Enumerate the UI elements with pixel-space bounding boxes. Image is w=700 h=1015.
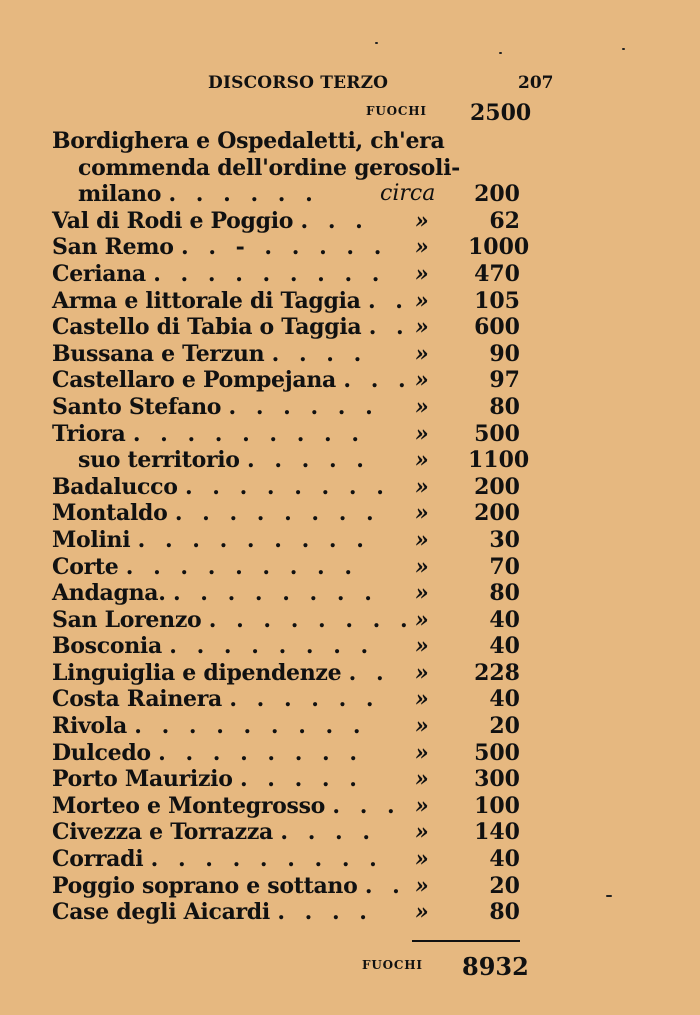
locality-name	[52, 899, 373, 925]
locality-name	[52, 580, 378, 606]
leader-dots: . . . .	[280, 819, 376, 846]
list-row	[0, 873, 700, 900]
locality-name	[52, 686, 380, 712]
list-row	[0, 660, 700, 687]
fuochi-value: 600	[474, 314, 520, 341]
fuochi-total-label: FUOCHI	[362, 958, 423, 972]
locality-text: Ceriana	[52, 260, 146, 287]
list-row	[0, 527, 700, 554]
list-row	[0, 474, 700, 501]
locality-name	[52, 766, 363, 792]
locality-text: Poggio soprano e sottano	[52, 872, 358, 899]
ditto-mark: »	[415, 766, 429, 793]
locality-text: milano	[78, 181, 162, 208]
leader-dots: . . . . . . . .	[158, 739, 364, 766]
locality-name	[52, 474, 390, 500]
locality-name	[52, 554, 358, 580]
locality-text: Badalucco	[52, 473, 178, 500]
locality-text: San Lorenzo	[52, 606, 202, 633]
fuochi-value: 300	[474, 766, 520, 793]
print-speck	[375, 42, 378, 44]
ditto-mark: »	[415, 447, 429, 474]
fuochi-value: 500	[474, 739, 520, 766]
fuochi-value: 80	[489, 393, 520, 420]
locality-name	[52, 367, 412, 393]
ditto-mark: »	[415, 846, 429, 873]
locality-text: suo territorio	[78, 447, 240, 474]
fuochi-value: 200	[474, 473, 520, 500]
list-row	[0, 341, 700, 368]
locality-text: Castellaro e Pompejana	[52, 367, 337, 394]
locality-name	[52, 819, 376, 845]
leader-dots: . . . . . . . .	[169, 633, 375, 660]
locality-list	[0, 128, 700, 926]
fuochi-value: 140	[474, 819, 520, 846]
locality-text: Arma e littorale di Taggia	[52, 287, 361, 314]
locality-name	[52, 713, 367, 739]
leader-dots: . . . . . . . .	[172, 580, 378, 607]
locality-name	[52, 128, 444, 154]
leader-dots: . .	[364, 872, 406, 899]
locality-text: San Remo	[52, 234, 174, 261]
leader-dots: . . - . . . . .	[181, 234, 388, 261]
ditto-mark: »	[415, 260, 429, 287]
list-row	[0, 819, 700, 846]
leader-dots: . . . . . .	[168, 181, 319, 208]
list-row	[0, 234, 700, 261]
ditto-mark: »	[415, 633, 429, 660]
ditto-mark: »	[415, 287, 429, 314]
locality-name	[52, 607, 414, 633]
list-row	[0, 766, 700, 793]
fuochi-value: 500	[474, 420, 520, 447]
ditto-mark: »	[415, 686, 429, 713]
fuochi-value: 200	[474, 181, 520, 208]
list-row	[0, 500, 700, 527]
list-row	[0, 394, 700, 421]
locality-text: Montaldo	[52, 500, 168, 527]
locality-name	[52, 288, 409, 314]
fuochi-value: 30	[489, 526, 520, 553]
list-row	[0, 288, 700, 315]
list-row	[0, 713, 700, 740]
list-row	[0, 128, 700, 155]
fuochi-value: 62	[489, 207, 520, 234]
locality-text: Civezza e Torrazza	[52, 819, 274, 846]
leader-dots: . . . .	[277, 899, 373, 926]
leader-dots: . . . . . .	[229, 686, 380, 713]
locality-text: Corte	[52, 553, 119, 580]
list-row	[0, 181, 700, 208]
ditto-mark: »	[415, 606, 429, 633]
print-speck	[499, 52, 502, 54]
locality-text: Bosconia	[52, 633, 162, 660]
locality-name	[52, 261, 385, 287]
list-row	[0, 846, 700, 873]
ditto-mark: »	[415, 473, 429, 500]
locality-name	[78, 181, 319, 207]
list-row	[0, 367, 700, 394]
leader-dots: . . . . . . . . .	[153, 260, 386, 287]
list-row	[0, 554, 700, 581]
locality-text: commenda dell'ordine gerosoli-	[78, 154, 460, 181]
ditto-mark: »	[415, 872, 429, 899]
fuochi-value: 1000	[468, 234, 530, 261]
leader-dots: . . . . . . . . .	[125, 553, 359, 580]
fuochi-value: 40	[489, 686, 520, 713]
leader-dots: . . . . .	[247, 447, 370, 474]
fuochi-value: 90	[489, 340, 520, 367]
locality-name	[52, 527, 370, 553]
page-number: 207	[518, 73, 554, 93]
fuochi-grand-total: 8932	[462, 952, 529, 981]
ditto-mark: »	[415, 500, 429, 527]
leader-dots: . . . . . . . .	[184, 473, 390, 500]
fuochi-value: 40	[489, 846, 520, 873]
locality-text: Santo Stefano	[52, 393, 222, 420]
ditto-mark: »	[415, 393, 429, 420]
running-title: DISCORSO TERZO	[208, 73, 389, 93]
leader-dots: . . . . . . . .	[208, 606, 414, 633]
locality-text: Costa Rainera	[52, 686, 222, 713]
locality-text: Val di Rodi e Poggio	[52, 207, 294, 234]
fuochi-value: 20	[489, 713, 520, 740]
leader-dots: . .	[368, 314, 410, 341]
locality-name	[52, 846, 383, 872]
list-row	[0, 899, 700, 926]
locality-text: Triora	[52, 420, 126, 447]
fuochi-value: 40	[489, 633, 520, 660]
list-row	[0, 607, 700, 634]
locality-name	[52, 633, 374, 659]
fuochi-value: 228	[474, 659, 520, 686]
leader-dots: . . . . . .	[228, 393, 379, 420]
locality-text: Porto Maurizio	[52, 766, 233, 793]
locality-name	[52, 314, 410, 340]
list-row	[0, 314, 700, 341]
ditto-mark: »	[415, 580, 429, 607]
leader-dots: . . . . . . . . .	[150, 846, 383, 873]
leader-dots: . . . . . . . . .	[132, 420, 366, 447]
fuochi-value: 80	[489, 899, 520, 926]
leader-dots: . .	[348, 659, 390, 686]
ditto-mark: »	[415, 659, 429, 686]
fuochi-value: 105	[474, 287, 520, 314]
page-header	[0, 73, 700, 97]
locality-name	[52, 793, 401, 819]
locality-name	[52, 421, 365, 447]
locality-name	[52, 394, 379, 420]
list-row	[0, 261, 700, 288]
leader-dots: . . . . . . . .	[174, 500, 380, 527]
circa-note: circa	[380, 181, 436, 207]
leader-dots: . . .	[300, 207, 369, 234]
list-row	[0, 447, 700, 474]
locality-name	[52, 660, 390, 686]
list-row	[0, 421, 700, 448]
leader-dots: . .	[367, 287, 409, 314]
fuochi-value: 80	[489, 580, 520, 607]
ditto-mark: »	[415, 739, 429, 766]
ditto-mark: »	[415, 207, 429, 234]
ditto-mark: »	[415, 340, 429, 367]
fuochi-column-label: FUOCHI	[366, 104, 427, 118]
locality-name	[78, 155, 460, 181]
fuochi-value: 100	[474, 792, 520, 819]
fuochi-value: 20	[489, 872, 520, 899]
sum-rule	[412, 940, 520, 942]
leader-dots: . . . . .	[239, 766, 363, 793]
ditto-mark: »	[415, 819, 429, 846]
fuochi-value: 70	[489, 553, 520, 580]
locality-name	[52, 341, 367, 367]
list-row	[0, 155, 700, 182]
leader-dots: . . .	[332, 792, 401, 819]
leader-dots: . . . .	[271, 340, 368, 367]
ditto-mark: »	[415, 234, 429, 261]
ditto-mark: »	[415, 314, 429, 341]
locality-name	[52, 208, 369, 234]
locality-name	[78, 447, 370, 473]
print-speck	[622, 48, 625, 50]
locality-text: Dulcedo	[52, 739, 151, 766]
locality-name	[52, 740, 363, 766]
fuochi-carried-total: 2500	[470, 100, 532, 126]
locality-text: Case degli Aicardi	[52, 899, 270, 926]
locality-name	[52, 234, 387, 260]
list-row	[0, 208, 700, 235]
ditto-mark: »	[415, 713, 429, 740]
ditto-mark: »	[415, 899, 429, 926]
locality-text: Bussana e Terzun	[52, 340, 265, 367]
leader-dots: . . . . . . . . .	[137, 526, 370, 553]
ditto-mark: »	[415, 526, 429, 553]
fuochi-value: 470	[474, 260, 520, 287]
locality-text: Andagna.	[52, 580, 166, 607]
print-speck	[606, 895, 612, 897]
locality-text: Bordighera e Ospedaletti, ch'era	[52, 128, 445, 154]
list-row	[0, 740, 700, 767]
ditto-mark: »	[415, 553, 429, 580]
locality-text: Castello di Tabia o Taggia	[52, 314, 362, 341]
list-row	[0, 580, 700, 607]
leader-dots: . . .	[343, 367, 412, 394]
fuochi-value: 40	[489, 606, 520, 633]
locality-text: Rivola	[52, 713, 127, 740]
ditto-mark: »	[415, 420, 429, 447]
locality-name	[52, 873, 406, 899]
list-row	[0, 686, 700, 713]
locality-text: Molini	[52, 526, 131, 553]
locality-text: Corradi	[52, 846, 144, 873]
fuochi-value: 200	[474, 500, 520, 527]
leader-dots: . . . . . . . . .	[134, 713, 367, 740]
ditto-mark: »	[415, 367, 429, 394]
fuochi-value: 97	[489, 367, 520, 394]
list-row	[0, 793, 700, 820]
locality-text: Linguiglia e dipendenze	[52, 659, 342, 686]
ditto-mark: »	[415, 792, 429, 819]
locality-text: Morteo e Montegrosso	[52, 792, 326, 819]
fuochi-value: 1100	[468, 447, 530, 474]
locality-name	[52, 500, 380, 526]
list-row	[0, 633, 700, 660]
